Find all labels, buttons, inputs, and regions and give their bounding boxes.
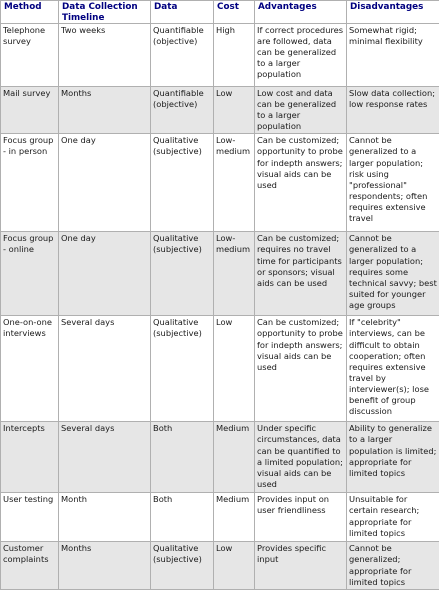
cell-method: Focus group - in person xyxy=(1,134,59,232)
cell-method: Telephone survey xyxy=(1,24,59,87)
cell-cost: Medium xyxy=(214,422,255,493)
header-method: Method xyxy=(1,1,59,24)
cell-disadvantages: Cannot be generalized to a larger population; requires some technical savvy; best suited for younger age groups xyxy=(347,232,439,316)
cell-data: Qualitative (subjective) xyxy=(151,316,214,422)
cell-data: Both xyxy=(151,422,214,493)
table-row xyxy=(1,422,439,493)
cell-method: Intercepts xyxy=(1,422,59,493)
cell-cost: Low-medium xyxy=(214,134,255,232)
table-row xyxy=(1,493,439,542)
header-data: Data xyxy=(151,1,214,24)
table-row xyxy=(1,87,439,134)
cell-data: Qualitative (subjective) xyxy=(151,542,214,590)
cell-method: Customer complaints xyxy=(1,542,59,590)
cell-cost: Medium xyxy=(214,493,255,542)
cell-data: Quantifiable (objective) xyxy=(151,24,214,87)
cell-timeline: Several days xyxy=(59,316,151,422)
cell-method: One-on-one interviews xyxy=(1,316,59,422)
cell-cost: Low xyxy=(214,87,255,134)
cell-timeline: One day xyxy=(59,134,151,232)
cell-method: Focus group - online xyxy=(1,232,59,316)
cell-disadvantages: Slow data collection; low response rates xyxy=(347,87,439,134)
table-row xyxy=(1,232,439,316)
cell-advantages: Can be customized; opportunity to probe for indepth answers; visual aids can be used xyxy=(255,316,347,422)
cell-disadvantages: Cannot be generalized to a larger population; risk using "professional" respondents; often requires extensive travel xyxy=(347,134,439,232)
cell-cost: High xyxy=(214,24,255,87)
cell-method: User testing xyxy=(1,493,59,542)
cell-data: Quantifiable (objective) xyxy=(151,87,214,134)
cell-timeline: Two weeks xyxy=(59,24,151,87)
cell-disadvantages: Unsuitable for certain research; appropriate for limited topics xyxy=(347,493,439,542)
cell-advantages: Low cost and data can be generalized to a larger population xyxy=(255,87,347,134)
table-row xyxy=(1,24,439,87)
header-disadvantages: Disadvantages xyxy=(347,1,439,24)
cell-cost: Low-medium xyxy=(214,232,255,316)
cell-disadvantages: Cannot be generalized; appropriate for limited topics xyxy=(347,542,439,590)
cell-cost: Low xyxy=(214,316,255,422)
cell-timeline: Several days xyxy=(59,422,151,493)
cell-disadvantages: Somewhat rigid; minimal flexibility xyxy=(347,24,439,87)
cell-timeline: Month xyxy=(59,493,151,542)
cell-data: Both xyxy=(151,493,214,542)
cell-timeline: One day xyxy=(59,232,151,316)
cell-data: Qualitative (subjective) xyxy=(151,232,214,316)
header-row xyxy=(1,1,439,24)
header-advantages: Advantages xyxy=(255,1,347,24)
cell-timeline: Months xyxy=(59,542,151,590)
table-row xyxy=(1,316,439,422)
cell-advantages: Can be customized; opportunity to probe for indepth answers; visual aids can be used xyxy=(255,134,347,232)
cell-disadvantages: Ability to generalize to a larger population is limited; appropriate for limited topics xyxy=(347,422,439,493)
cell-advantages: If correct procedures are followed, data can be generalized to a larger population xyxy=(255,24,347,87)
header-timeline: Data Collection Timeline xyxy=(59,1,151,24)
table-row xyxy=(1,134,439,232)
cell-cost: Low xyxy=(214,542,255,590)
cell-disadvantages: If "celebrity" interviews, can be difficult to obtain cooperation; often requires extensive travel by interviewer(s); lose benefit of group discussion xyxy=(347,316,439,422)
cell-timeline: Months xyxy=(59,87,151,134)
header-cost: Cost xyxy=(214,1,255,24)
cell-method: Mail survey xyxy=(1,87,59,134)
cell-advantages: Provides specific input xyxy=(255,542,347,590)
table-row xyxy=(1,542,439,590)
cell-data: Qualitative (subjective) xyxy=(151,134,214,232)
cell-advantages: Provides input on user friendliness xyxy=(255,493,347,542)
cell-advantages: Under specific circumstances, data can be quantified to a limited population; visual aids can be used xyxy=(255,422,347,493)
cell-advantages: Can be customized; requires no travel time for participants or sponsors; visual aids can be used xyxy=(255,232,347,316)
